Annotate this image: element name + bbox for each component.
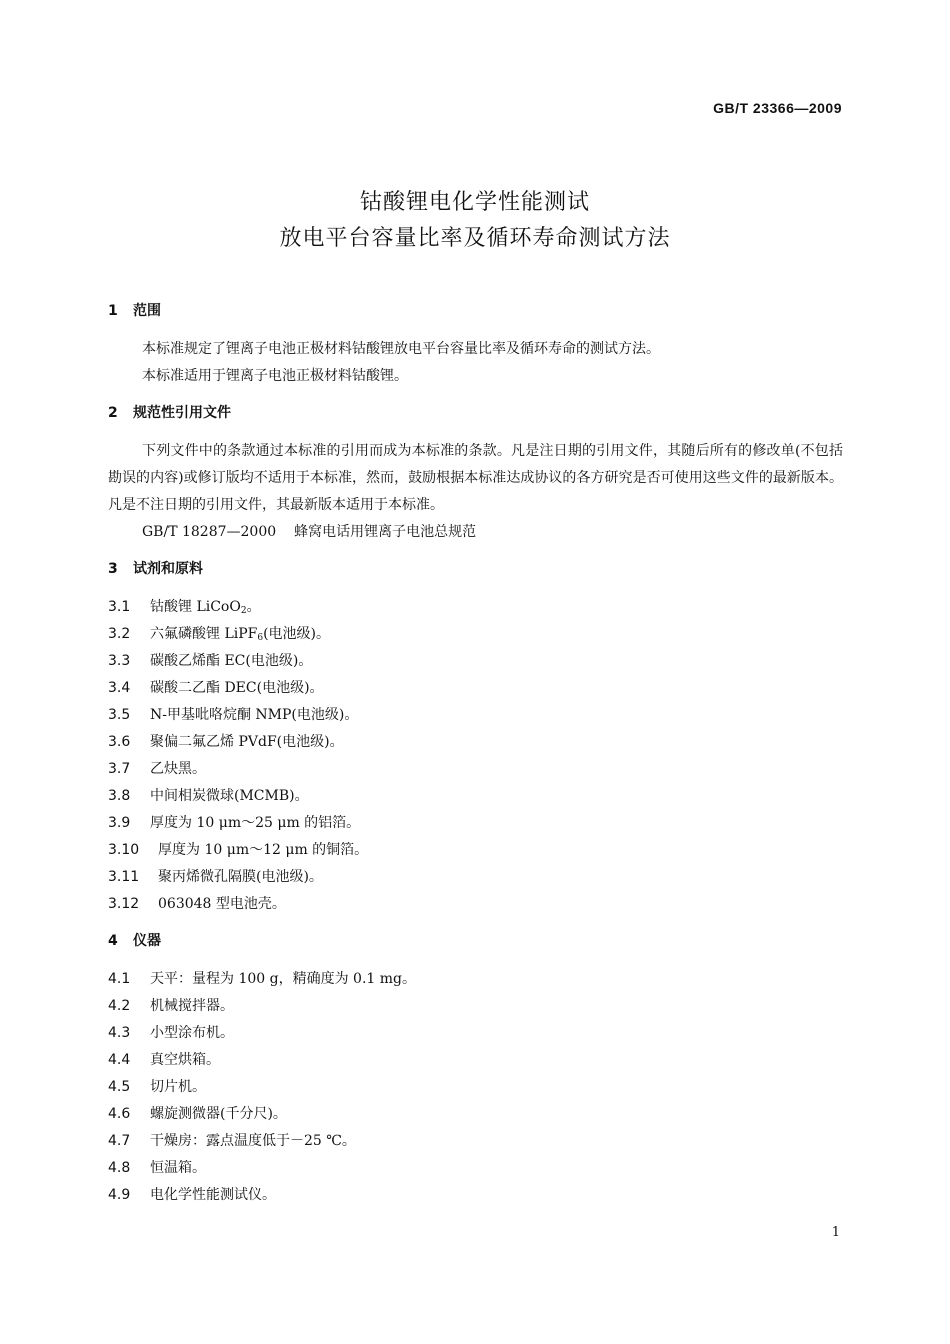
section-number: 4 bbox=[108, 933, 118, 949]
section-title: 试剂和原料 bbox=[133, 561, 203, 577]
item-number: 3.11 bbox=[108, 869, 140, 885]
list-item bbox=[108, 756, 843, 783]
section-number: 3 bbox=[108, 561, 118, 577]
list-item bbox=[108, 1182, 843, 1209]
document-body bbox=[108, 300, 843, 1209]
paragraph: 本标准规定了锂离子电池正极材料钴酸锂放电平台容量比率及循环寿命的测试方法。 bbox=[142, 341, 660, 357]
section-2-heading bbox=[108, 402, 843, 424]
section-1-heading bbox=[108, 300, 843, 322]
list-item bbox=[108, 675, 843, 702]
item-text: 聚丙烯微孔隔膜(电池级)。 bbox=[158, 869, 323, 885]
section-4-heading bbox=[108, 930, 843, 952]
item-text: 恒温箱。 bbox=[150, 1160, 206, 1176]
list-item bbox=[108, 891, 843, 918]
item-number: 3.12 bbox=[108, 896, 140, 912]
standard-code: GB/T 23366—2009 bbox=[713, 100, 842, 116]
item-text: 切片机。 bbox=[150, 1079, 206, 1095]
list-item bbox=[108, 1020, 843, 1047]
item-text: 小型涂布机。 bbox=[150, 1025, 234, 1041]
item-number: 3.2 bbox=[108, 626, 131, 642]
item-number: 4.5 bbox=[108, 1079, 131, 1095]
item-text: 厚度为 10 μm～12 μm 的铜箔。 bbox=[158, 842, 369, 858]
item-text: 钴酸锂 LiCoO bbox=[150, 599, 241, 615]
list-item bbox=[108, 1128, 843, 1155]
item-text: 聚偏二氟乙烯 PVdF(电池级)。 bbox=[150, 734, 344, 750]
list-item bbox=[108, 1155, 843, 1182]
section-number: 1 bbox=[108, 303, 118, 319]
reference-title: 蜂窝电话用锂离子电池总规范 bbox=[294, 524, 477, 540]
item-number: 4.6 bbox=[108, 1106, 131, 1122]
item-number: 3.4 bbox=[108, 680, 131, 696]
item-text: 厚度为 10 μm～25 μm 的铝箔。 bbox=[150, 815, 361, 831]
list-item bbox=[108, 1074, 843, 1101]
item-number: 3.10 bbox=[108, 842, 140, 858]
item-text: 乙炔黑。 bbox=[150, 761, 206, 777]
item-text-tail: 。 bbox=[246, 599, 261, 615]
item-number: 3.3 bbox=[108, 653, 131, 669]
section-title: 规范性引用文件 bbox=[133, 405, 231, 421]
list-item bbox=[108, 594, 843, 621]
item-text: 真空烘箱。 bbox=[150, 1052, 220, 1068]
list-item bbox=[108, 783, 843, 810]
list-item bbox=[108, 864, 843, 891]
normative-reference bbox=[108, 519, 843, 546]
item-text: 电化学性能测试仪。 bbox=[150, 1187, 276, 1203]
item-number: 3.5 bbox=[108, 707, 131, 723]
reference-code: GB/T 18287—2000 bbox=[142, 524, 277, 540]
item-text: 碳酸二乙酯 DEC(电池级)。 bbox=[150, 680, 324, 696]
list-item bbox=[108, 993, 843, 1020]
section-3-heading bbox=[108, 558, 843, 580]
item-number: 4.1 bbox=[108, 971, 131, 987]
paragraph: 下列文件中的条款通过本标准的引用而成为本标准的条款。凡是注日期的引用文件，其随后所有的修改单(不包括勘误的内容)或修订版均不适用于本标准，然而，鼓励根据本标准达成协议的各方研究是否可使用这些文件的最新版本。凡是不注日期的引用文件，其最新版本适用于本标准。 bbox=[108, 443, 843, 513]
item-text: 063048 型电池壳。 bbox=[158, 896, 286, 912]
item-text: 中间相炭微球(MCMB)。 bbox=[150, 788, 309, 804]
subscript: 2 bbox=[240, 606, 247, 616]
list-item bbox=[108, 702, 843, 729]
section-title: 范围 bbox=[133, 303, 161, 319]
item-number: 3.7 bbox=[108, 761, 131, 777]
item-text: N-甲基吡咯烷酮 NMP(电池级)。 bbox=[150, 707, 359, 723]
list-item bbox=[108, 966, 843, 993]
item-text: 机械搅拌器。 bbox=[150, 998, 234, 1014]
item-text: 碳酸乙烯酯 EC(电池级)。 bbox=[150, 653, 313, 669]
subscript: 6 bbox=[257, 633, 264, 643]
item-number: 4.4 bbox=[108, 1052, 131, 1068]
item-number: 3.6 bbox=[108, 734, 131, 750]
item-number: 4.2 bbox=[108, 998, 131, 1014]
item-text: 螺旋测微器(千分尺)。 bbox=[150, 1106, 287, 1122]
section-number: 2 bbox=[108, 405, 118, 421]
list-item bbox=[108, 729, 843, 756]
item-text: 干燥房：露点温度低于－25 ℃。 bbox=[150, 1133, 356, 1149]
item-number: 4.8 bbox=[108, 1160, 131, 1176]
item-text: 天平：量程为 100 g，精确度为 0.1 mg。 bbox=[150, 971, 416, 987]
item-number: 3.8 bbox=[108, 788, 131, 804]
page-number: 1 bbox=[831, 1225, 840, 1240]
item-number: 4.3 bbox=[108, 1025, 131, 1041]
list-item bbox=[108, 810, 843, 837]
item-number: 3.9 bbox=[108, 815, 131, 831]
list-item bbox=[108, 648, 843, 675]
section-title: 仪器 bbox=[133, 933, 161, 949]
item-number: 4.7 bbox=[108, 1133, 131, 1149]
item-number: 3.1 bbox=[108, 599, 131, 615]
document-title-line-1: 钴酸锂电化学性能测试 bbox=[359, 190, 590, 215]
item-text: 六氟磷酸锂 LiPF bbox=[150, 626, 258, 642]
item-number: 4.9 bbox=[108, 1187, 131, 1203]
paragraph: 本标准适用于锂离子电池正极材料钴酸锂。 bbox=[142, 368, 408, 384]
list-item bbox=[108, 837, 843, 864]
document-title-line-2: 放电平台容量比率及循环寿命测试方法 bbox=[279, 226, 671, 251]
list-item bbox=[108, 1101, 843, 1128]
item-text-tail: (电池级)。 bbox=[263, 626, 331, 642]
list-item bbox=[108, 1047, 843, 1074]
list-item bbox=[108, 621, 843, 648]
